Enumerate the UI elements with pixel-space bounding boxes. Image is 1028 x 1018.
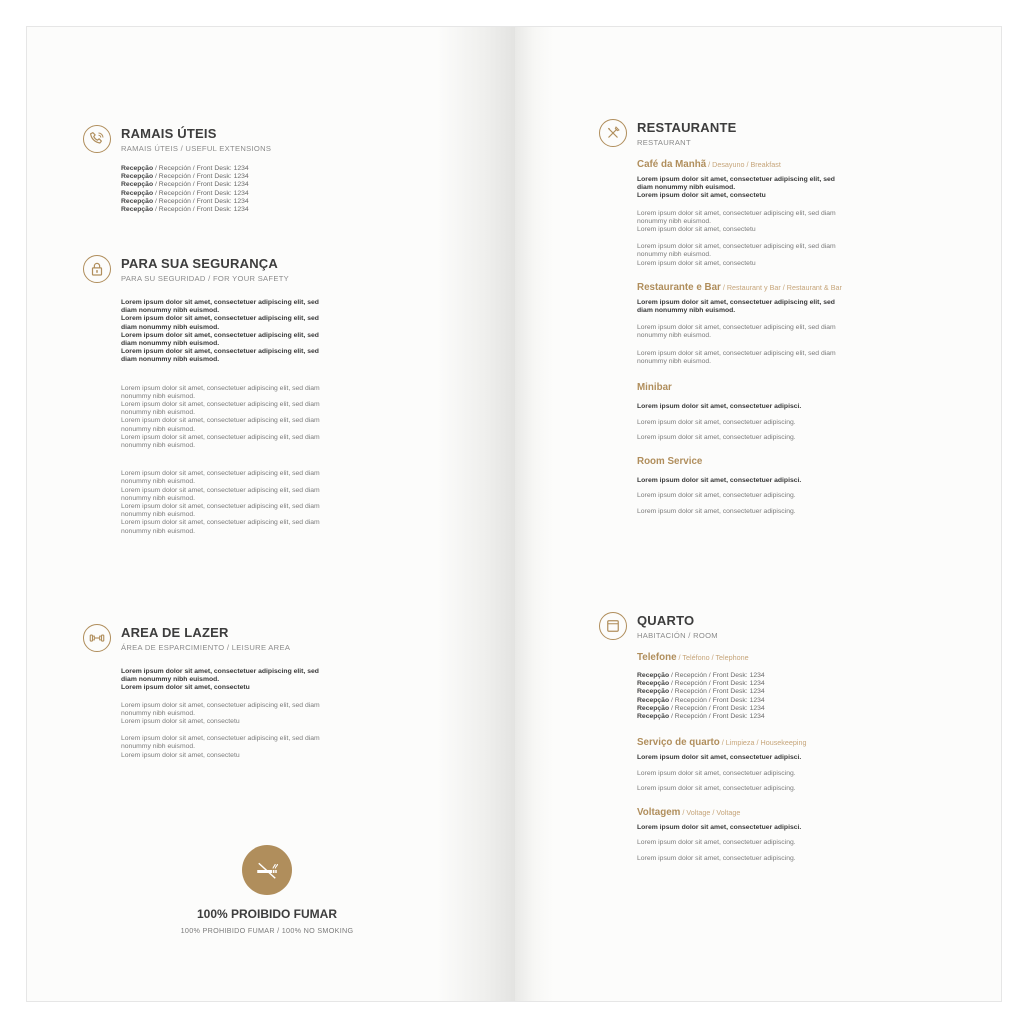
- section-title: QUARTO: [637, 613, 695, 628]
- extensions-list: [121, 165, 411, 214]
- extension-line: Recepção / Recepción / Front Desk: 1234: [637, 713, 765, 721]
- padlock-icon: [83, 255, 111, 283]
- paragraph: Lorem ipsum dolor sit amet, consectetuer adipiscing elit, sed diam nonummy nibh euismod. Lorem ipsum dolor sit amet, consectetu: [121, 668, 319, 692]
- room-content: [637, 652, 937, 866]
- paragraph: Lorem ipsum dolor sit amet, consectetuer adipiscing elit, sed diam nonummy nibh euismod. Lorem ipsum dolor sit amet, consectetuer adipiscing elit, sed diam nonummy nibh euismod. Lorem ipsum dolor sit amet, consectetuer adipiscing elit, sed diam nonummy nibh euismod. Lorem ipsum dolor sit amet, consectetuer adipiscing elit, sed diam nonummy nibh euismod.: [121, 299, 319, 364]
- no-smoking-title: 100% PROIBIDO FUMAR: [196, 907, 338, 921]
- no-smoking-subtitle: 100% PROHIBIDO FUMAR / 100% NO SMOKING: [180, 926, 354, 935]
- extension-line: Recepção / Recepción / Front Desk: 1234: [121, 181, 249, 189]
- extension-line: Recepção / Recepción / Front Desk: 1234: [637, 696, 765, 704]
- safety-text: [121, 299, 411, 536]
- section-title: RESTAURANTE: [637, 120, 737, 135]
- paragraph: Lorem ipsum dolor sit amet, consectetuer adipiscing elit, sed diam nonummy nibh euismod. Lorem ipsum dolor sit amet, consectetu: [637, 243, 836, 267]
- extension-line: Recepção / Recepción / Front Desk: 1234: [121, 165, 249, 172]
- phone-icon: [83, 125, 111, 153]
- oven-icon: [599, 612, 627, 640]
- paragraph: Lorem ipsum dolor sit amet, consectetuer adipisci. Lorem ipsum dolor sit amet, consectetuer adipiscing. Lorem ipsum dolor sit amet, consectetuer adipiscing.: [637, 476, 802, 515]
- restaurant-content: [637, 159, 937, 519]
- section-subtitle: HABITACIÓN / ROOM: [637, 631, 718, 640]
- brochure-spread: [26, 26, 1002, 1002]
- right-page: [515, 27, 1001, 1001]
- section-title: PARA SUA SEGURANÇA: [121, 256, 278, 271]
- paragraph: Lorem ipsum dolor sit amet, consectetuer adipiscing elit, sed diam nonummy nibh euismod. Lorem ipsum dolor sit amet, consectetu: [121, 735, 320, 759]
- extension-line: Recepção / Recepción / Front Desk: 1234: [637, 672, 765, 679]
- extension-line: Recepção / Recepción / Front Desk: 1234: [637, 704, 765, 712]
- paragraph: Lorem ipsum dolor sit amet, consectetuer adipiscing elit, sed diam nonummy nibh euismod. Lorem ipsum dolor sit amet, consectetuer adipiscing elit, sed diam nonummy nibh euismod. Lorem ipsum dolor sit amet, consectetuer adipiscing elit, sed diam nonummy nibh euismod. Lorem ipsum dolor sit amet, consectetuer adipiscing elit, sed diam nonummy nibh euismod.: [121, 384, 320, 450]
- section-subtitle: RESTAURANT: [637, 138, 691, 147]
- extension-line: Recepção / Recepción / Front Desk: 1234: [121, 197, 249, 205]
- subheading-bar: Restaurante e Bar / Restaurant y Bar / Restaurant & Bar: [637, 281, 842, 293]
- left-page: [27, 27, 515, 1001]
- paragraph: Lorem ipsum dolor sit amet, consectetuer adipiscing elit, sed diam nonummy nibh euismod. Lorem ipsum dolor sit amet, consectetu: [121, 701, 320, 726]
- paragraph: Lorem ipsum dolor sit amet, consectetuer adipiscing elit, sed diam nonummy nibh euismod.: [637, 324, 836, 340]
- extension-line: Recepção / Recepción / Front Desk: 1234: [121, 206, 249, 214]
- paragraph: Lorem ipsum dolor sit amet, consectetuer adipiscing elit, sed diam nonummy nibh euismod.: [637, 349, 836, 365]
- section-subtitle: PARA SU SEGURIDAD / FOR YOUR SAFETY: [121, 274, 290, 283]
- leisure-text: [121, 668, 411, 769]
- subheading-telefone: Telefone / Teléfono / Telephone: [637, 652, 749, 663]
- no-smoking-icon: [242, 845, 292, 895]
- paragraph: Lorem ipsum dolor sit amet, consectetuer adipiscing elit, sed diam nonummy nibh euismod. Lorem ipsum dolor sit amet, consectetuer adipiscing elit, sed diam nonummy nibh euismod. Lorem ipsum dolor sit amet, consectetuer adipiscing elit, sed diam nonummy nibh euismod. Lorem ipsum dolor sit amet, consectetuer adipiscing elit, sed diam nonummy nibh euismod.: [121, 470, 320, 535]
- paragraph: Lorem ipsum dolor sit amet, consectetuer adipisci. Lorem ipsum dolor sit amet, consectetuer adipiscing. Lorem ipsum dolor sit amet, consectetuer adipiscing.: [637, 403, 802, 442]
- paragraph: Lorem ipsum dolor sit amet, consectetuer adipisci. Lorem ipsum dolor sit amet, consectetuer adipiscing. Lorem ipsum dolor sit amet, consectetuer adipiscing.: [637, 823, 802, 862]
- paragraph: Lorem ipsum dolor sit amet, consectetuer adipiscing elit, sed diam nonummy nibh euismod.: [637, 298, 835, 315]
- extension-line: Recepção / Recepción / Front Desk: 1234: [637, 688, 765, 696]
- subheading-cafe: Café da Manhã / Desayuno / Breakfast: [637, 159, 781, 170]
- extension-line: Recepção / Recepción / Front Desk: 1234: [121, 173, 249, 181]
- extension-line: Recepção / Recepción / Front Desk: 1234: [121, 189, 249, 197]
- cutlery-icon: [599, 119, 627, 147]
- subheading-voltagem: Voltagem / Voltage / Voltage: [637, 806, 741, 818]
- subheading-servico: Serviço de quarto / Limpieza / Housekeeping: [637, 737, 807, 749]
- dumbbell-icon: [83, 624, 111, 652]
- section-subtitle: ÁREA DE ESPARCIMIENTO / LEISURE AREA: [121, 643, 291, 652]
- subheading-minibar: Minibar: [637, 382, 672, 394]
- section-title: AREA DE LAZER: [121, 625, 229, 640]
- paragraph: Lorem ipsum dolor sit amet, consectetuer adipisci. Lorem ipsum dolor sit amet, consectetuer adipiscing. Lorem ipsum dolor sit amet, consectetuer adipiscing.: [637, 754, 802, 793]
- section-subtitle: RAMAIS ÚTEIS / USEFUL EXTENSIONS: [121, 144, 272, 153]
- subheading-room-service: Room Service: [637, 455, 703, 467]
- paragraph: Lorem ipsum dolor sit amet, consectetuer adipiscing elit, sed diam nonummy nibh euismod. Lorem ipsum dolor sit amet, consectetu: [637, 209, 836, 234]
- paragraph: Lorem ipsum dolor sit amet, consectetuer adipiscing elit, sed diam nonummy nibh euismod. Lorem ipsum dolor sit amet, consectetu: [637, 176, 835, 200]
- section-title: RAMAIS ÚTEIS: [121, 126, 217, 141]
- extensions-list: [637, 672, 937, 721]
- extension-line: Recepção / Recepción / Front Desk: 1234: [637, 680, 765, 688]
